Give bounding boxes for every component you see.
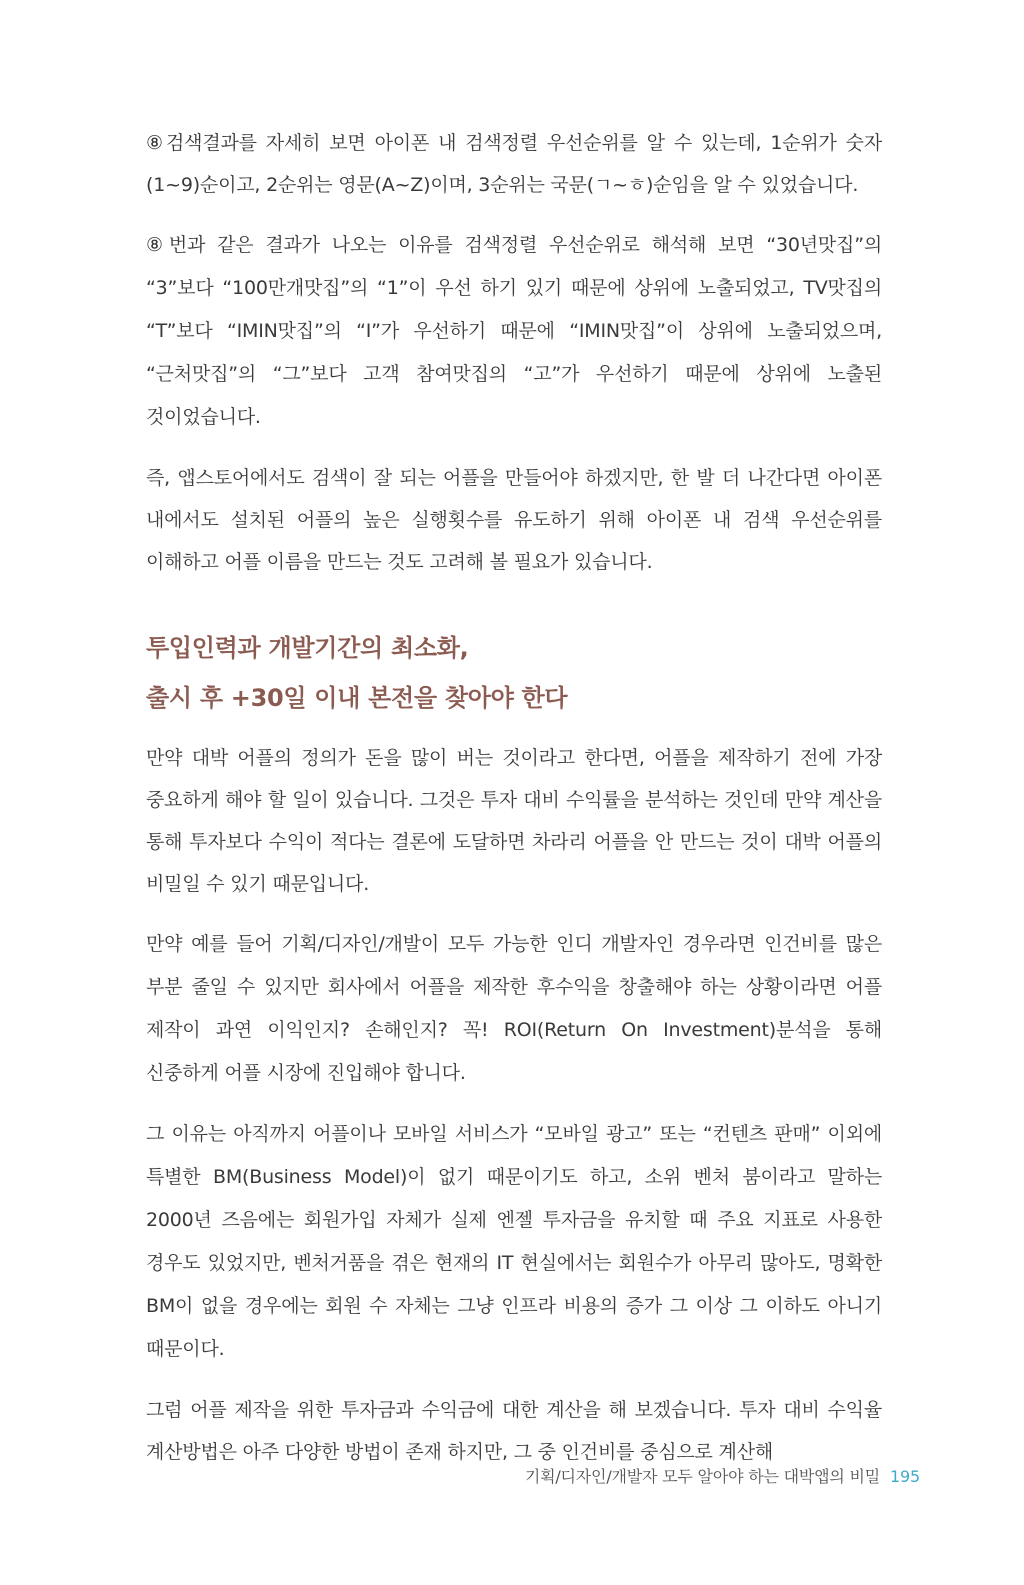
page-number: 195 [890, 1467, 920, 1486]
paragraph-calculation: 그럼 어플 제작을 위한 투자금과 수익금에 대한 계산을 해 보겠습니다. 투자 대비 수익율 계산방법은 아주 다양한 방법이 존재 하지만, 그 중 인건비를 중심으로 계산해 [146, 1399, 882, 1463]
paragraph-business-model: 그 이유는 아직까지 어플이나 모바일 서비스가 “모바일 광고” 또는 “컨텐츠 판매” 이외에 특별한 BM(Business Model)이 없기 때문이기도 하고, 소위 벤처 붐이라고 말하는 2000년 즈음에는 회원가입 자체가 실제 엔젤 투자금을 유치할 때 주요 지표로 사용한 경우도 있었지만, 벤처거품을 겪은 현재의 IT 현실에서는 회원수가 아무리 많아도, 명확한 BM이 없을 경우에는 회원 수 자체는 그냥 인프라 비용의 증가 그 이상 그 이하도 아니기 때문이다. [146, 1123, 882, 1360]
page-footer [525, 1464, 920, 1487]
section-heading-line2: 출시 후 +30일 이내 본전을 찾아야 한다 [146, 684, 568, 712]
section-heading [146, 623, 882, 723]
page-body [146, 122, 882, 1491]
paragraph-search-priority: ⑧검색결과를 자세히 보면 아이폰 내 검색정렬 우선순위를 알 수 있는데, 1순위가 숫자(1~9)순이고, 2순위는 영문(A~Z)이며, 3순위는 국문(ㄱ~ㅎ)순임을 알 수 있었습니다. [146, 132, 882, 196]
paragraph-indie-developer: 만약 예를 들어 기획/디자인/개발이 모두 가능한 인디 개발자인 경우라면 인건비를 많은 부분 줄일 수 있지만 회사에서 어플을 제작한 후수익을 창출해야 하는 상황이라면 어플 제작이 과연 이익인지? 손해인지? 꼭! ROI(Return On Investment)분석을 통해 신중하게 어플 시장에 진입해야 합니다. [146, 933, 882, 1084]
paragraph-roi-intro: 만약 대박 어플의 정의가 돈을 많이 버는 것이라고 한다면, 어플을 제작하기 전에 가장 중요하게 해야 할 일이 있습니다. 그것은 투자 대비 수익률을 분석하는 것인데 만약 계산을 통해 투자보다 수익이 적다는 결론에 도달하면 차라리 어플을 안 만드는 것이 대박 어플의 비밀일 수 있기 때문입니다. [146, 747, 882, 895]
footer-book-title: 기획/디자인/개발자 모두 알아야 하는 대박앱의 비밀 [524, 1467, 881, 1486]
paragraph-search-example: ⑧번과 같은 결과가 나오는 이유를 검색정렬 우선순위로 해석해 보면 “30년맛집”의 “3”보다 “100만개맛집”의 “1”이 우선 하기 있기 때문에 상위에 노출되었고, TV맛집의 “T”보다 “IMIN맛집”의 “I”가 우선하기 때문에 “IMIN맛집”이 상위에 노출되었으며, “근처맛집”의 “그”보다 고객 참여맛집의 “고”가 우선하기 때문에 상위에 노출된 것이었습니다. [146, 234, 882, 428]
paragraph-conclusion: 즉, 앱스토어에서도 검색이 잘 되는 어플을 만들어야 하겠지만, 한 발 더 나간다면 아이폰 내에서도 설치된 어플의 높은 실행횟수를 유도하기 위해 아이폰 내 검색 우선순위를 이해하고 어플 이름을 만드는 것도 고려해 볼 필요가 있습니다. [146, 467, 882, 573]
section-heading-line1: 투입인력과 개발기간의 최소화, [146, 634, 469, 662]
